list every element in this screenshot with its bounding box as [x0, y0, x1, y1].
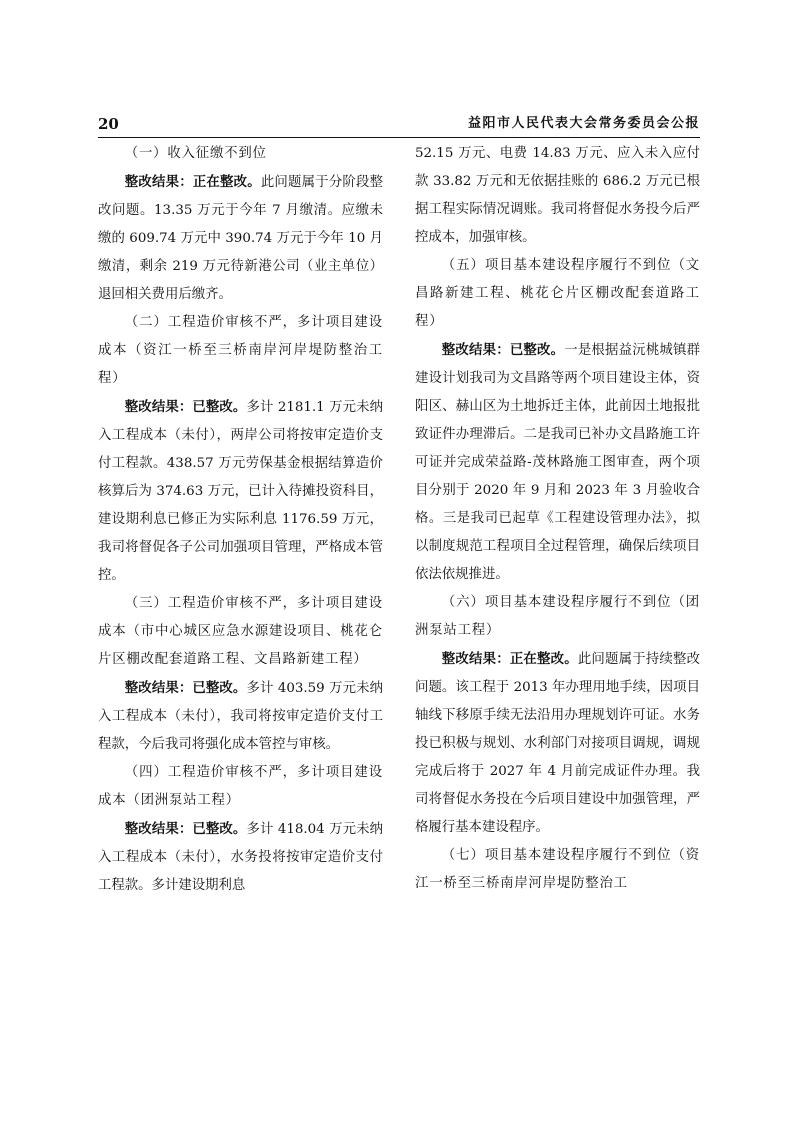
rectification-result-6: [415, 645, 700, 842]
result-label: 整改结果：: [124, 399, 193, 415]
section-heading-6: （六）项目基本建设程序履行不到位（团洲泵站工程）: [415, 595, 700, 638]
result-status: 已整改。: [192, 399, 247, 415]
result-text: 多计 2181.1 万元未纳入工程成本（未付），两岸公司将按审定造价支付工程款。438.57 万元劳保基金根据结算造价核算后为 374.63 万元，已计入待摊投资科目，建设期利息已修正为实际利息 1176.59 万元，我司将督促各子公司加强项目管理，严格成本管控。: [98, 400, 384, 583]
section-heading-7: （七）项目基本建设程序履行不到位（资江一桥至三桥南岸河岸堤防整治工: [415, 848, 700, 891]
result-label: 整改结果：: [124, 821, 193, 837]
result-label: 整改结果：: [441, 342, 510, 358]
result-text: 此问题属于持续整改问题。该工程于 2013 年办理用地手续，因项目轴线下移原手续无法沿用办理规划许可证。水务投已积极与规划、水利部门对接项目调规，调规完成后将于 2027 年 4 月前完成证件办理。我司将督促水务投在今后项目建设中加强管理，严格履行基本建设程序。: [415, 652, 701, 835]
rectification-result-3: [98, 674, 383, 759]
result-text: 一是根据益沅桃城镇群建设计划我司为文昌路等两个项目建设主体，资阳区、赫山区为土地拆迁主体，此前因土地报批致证件办理滞后。二是我司已补办文昌路施工许可证并完成荣益路-茂林路施工图审查，两个项目分别于 2020 年 9 月和 2023 年 3 月验收合格。三是我司已起草《工程建设管理办法》，拟以制度规范工程项目全过程管理，确保后续项目依法依规推进。: [415, 343, 701, 582]
rectification-result-5: [415, 336, 700, 589]
result-status: 正在整改。: [192, 174, 261, 190]
result-status: 正在整改。: [509, 651, 578, 667]
result-label: 整改结果：: [124, 174, 193, 190]
page-header: [98, 113, 700, 137]
section-heading-2: （二）工程造价审核不严，多计项目建设成本（资江一桥至三桥南岸河岸堤防整治工程）: [98, 315, 383, 386]
header-divider: [98, 137, 700, 138]
continued-paragraph: 52.15 万元、电费 14.83 万元、应入未入应付款 33.82 万元和无依据挂账的 686.2 万元已根据工程实际情况调账。我司将督促水务投今后严控成本，加强审核。: [415, 146, 700, 245]
result-text: 多计 418.04 万元未纳入工程成本（未付），水务投将按审定造价支付工程款。多计建设期利息: [98, 822, 384, 893]
section-heading-3: （三）工程造价审核不严，多计项目建设成本（市中心城区应急水源建设项目、桃花仑片区棚改配套道路工程、文昌路新建工程）: [98, 596, 383, 667]
result-status: 已整改。: [192, 680, 247, 696]
result-status: 已整改。: [509, 342, 565, 358]
page-number: 20: [98, 115, 119, 133]
result-text: 多计 403.59 万元未纳入工程成本（未付），我司将按审定造价支付工程款，今后我司将强化成本管控与审核。: [98, 681, 384, 752]
section-heading-5: （五）项目基本建设程序履行不到位（文昌路新建工程、桃花仑片区棚改配套道路工程）: [415, 258, 700, 329]
rectification-result-1: [98, 168, 383, 309]
right-column: [415, 140, 700, 898]
section-heading-4: （四）工程造价审核不严，多计项目建设成本（团洲泵站工程）: [98, 765, 383, 808]
result-status: 已整改。: [192, 821, 247, 837]
left-column: [98, 140, 383, 900]
section-heading-1: （一）收入征缴不到位: [124, 146, 267, 161]
journal-title: 益阳市人民代表大会常务委员会公报: [467, 116, 700, 131]
rectification-result-2: [98, 393, 383, 590]
result-text: 此问题属于分阶段整改问题。13.35 万元于今年 7 月缴清。应缴未缴的 609.74 万元中 390.74 万元于今年 10 月缴清，剩余 219 万元待新港公司（业主单位）退回相关费用后缴齐。: [98, 175, 384, 302]
result-label: 整改结果：: [124, 680, 193, 696]
rectification-result-4: [98, 815, 383, 900]
result-label: 整改结果：: [441, 651, 510, 667]
